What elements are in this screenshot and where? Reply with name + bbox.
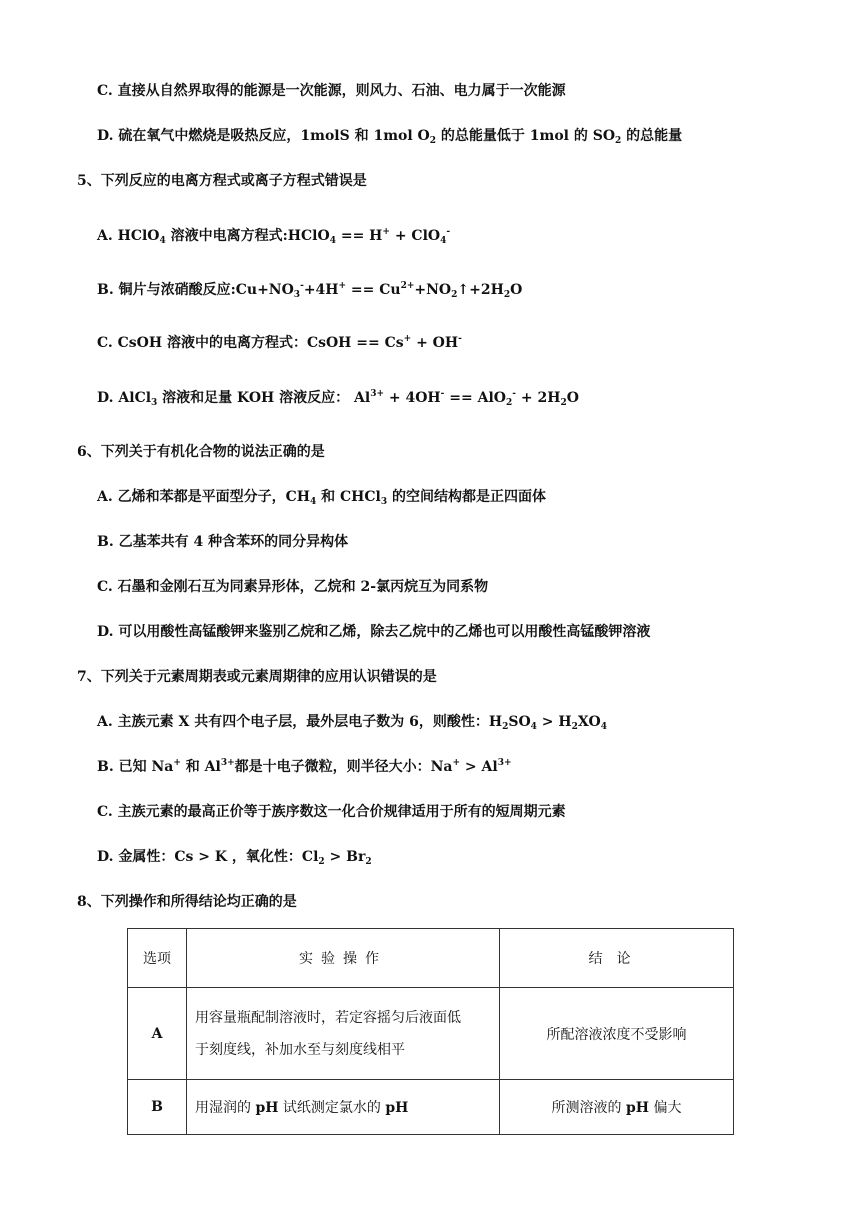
row-operation: 用容量瓶配制溶液时，若定容摇匀后液面低 于刻度线，补加水至与刻度线相平 bbox=[187, 988, 500, 1080]
q7-option-c: C. 主族元素的最高正价等于族序数这一化合价规律适用于所有的短周期元素 bbox=[97, 804, 566, 820]
q4-option-c: C. 直接从自然界取得的能源是一次能源，则风力、石油、电力属于一次能源 bbox=[97, 83, 566, 99]
table-header-row bbox=[128, 929, 734, 988]
q5-option-d: D. AlCl$_3$ 溶液和足量 KOH 溶液反应： $Al^{3+} + 4OH^- == AlO_2^- + 2H_2O$ bbox=[97, 389, 579, 408]
experiment-table bbox=[127, 928, 734, 1135]
q6-option-b: B. 乙基苯共有 4 种含苯环的同分异构体 bbox=[97, 534, 349, 550]
header-option: 选项 bbox=[128, 929, 187, 988]
table-row bbox=[128, 988, 734, 1080]
q5-option-a: A. HClO$_4$ 溶液中电离方程式:HClO$_4$ == H+ + ClO$_4$- bbox=[97, 227, 451, 246]
q7-option-a: A. 主族元素 X 共有四个电子层，最外层电子数为 6，则酸性：$H_2SO_4 > H_2XO_4$ bbox=[97, 714, 607, 732]
row-option: B bbox=[128, 1080, 187, 1135]
row-conclusion: 所测溶液的 pH 偏大 bbox=[500, 1080, 734, 1135]
q6-stem: 6、下列关于有机化合物的说法正确的是 bbox=[77, 444, 325, 460]
q4-option-d: D. 硫在氧气中燃烧是吸热反应，1molS 和 1mol $O_2$ 的总能量低于 1mol 的 $SO_2$ 的总能量 bbox=[97, 128, 683, 146]
q6-option-d: D. 可以用酸性高锰酸钾来鉴别乙烷和乙烯，除去乙烷中的乙烯也可以用酸性高锰酸钾溶液 bbox=[97, 624, 651, 640]
row-conclusion: 所配溶液浓度不受影响 bbox=[500, 988, 734, 1080]
q7-stem: 7、下列关于元素周期表或元素周期律的应用认识错误的是 bbox=[77, 669, 437, 685]
row-operation: 用湿润的 pH 试纸测定氯水的 pH bbox=[187, 1080, 500, 1135]
table-row bbox=[128, 1080, 734, 1135]
q6-option-a: A. 乙烯和苯都是平面型分子，$CH_4$ 和 CHCl$_3$ 的空间结构都是正四面体 bbox=[97, 489, 546, 507]
header-operation: 实验操作 bbox=[187, 929, 500, 988]
header-conclusion: 结论 bbox=[500, 929, 734, 988]
q7-option-d: D. 金属性：Cs > K ，氧化性：$Cl_2 > Br_2$ bbox=[97, 849, 372, 867]
q5-stem: 5、下列反应的电离方程式或离子方程式错误是 bbox=[77, 173, 367, 189]
q7-option-b: B. 已知 Na+ 和 $Al^{3+}$都是十电子微粒，则半径大小：$Na^+ > Al^{3+}$ bbox=[97, 758, 512, 775]
q8-stem: 8、下列操作和所得结论均正确的是 bbox=[77, 894, 297, 910]
row-option: A bbox=[128, 988, 187, 1080]
q6-option-c: C. 石墨和金刚石互为同素异形体，乙烷和 2-氯丙烷互为同系物 bbox=[97, 579, 489, 595]
q5-option-b: B. 铜片与浓硝酸反应$:Cu+NO_3^-+4H^+$ == $Cu^{2+}+NO_2↑+2H_2O$ bbox=[97, 281, 523, 300]
q5-option-c: C. CsOH 溶液中的电离方程式：CsOH == Cs+ + OH- bbox=[97, 334, 462, 351]
